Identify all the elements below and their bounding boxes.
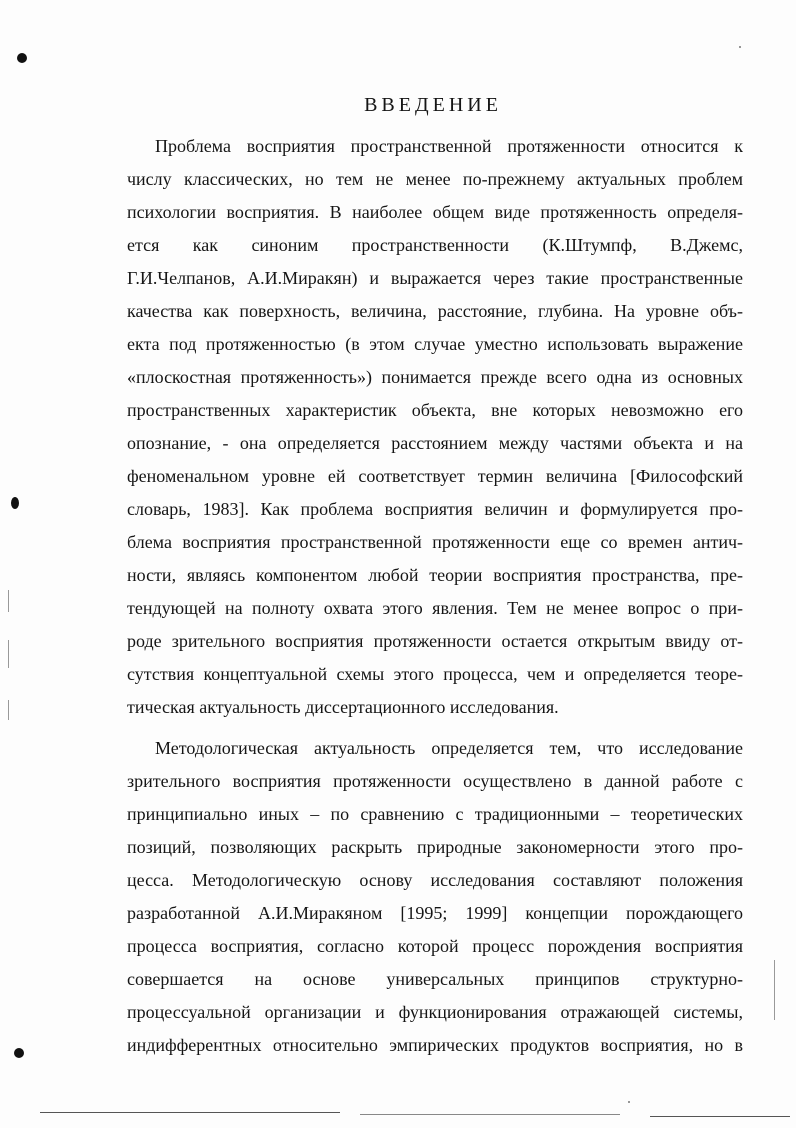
text-line: качества как поверхность, величина, расстояние, глубина. На уровне объ- [127, 301, 743, 321]
page-heading: ВВЕДЕНИЕ [364, 94, 502, 116]
text-line: процессуальной организации и функционирования отражающей системы, [127, 1002, 743, 1022]
binder-hole-middle [11, 497, 19, 509]
text-line: ется как синоним пространственности (К.Штумпф, В.Джемс, [127, 235, 743, 255]
text-line: совершается на основе универсальных принципов структурно- [127, 969, 743, 989]
scan-speck [739, 46, 741, 48]
body-text [127, 130, 743, 1070]
text-line: пространственных характеристик объекта, вне которых невозможно его [127, 400, 743, 420]
text-line: числу классических, но тем не менее по-прежнему актуальных проблем [127, 169, 743, 189]
binder-hole-top [17, 53, 27, 63]
scan-speck [628, 1101, 630, 1103]
text-line: индифферентных относительно эмпирических продуктов восприятия, но в [127, 1035, 743, 1055]
paragraph-2 [127, 732, 743, 1062]
text-line: опознание, - она определяется расстоянием между частями объекта и на [127, 433, 743, 453]
bottom-scan-edge [360, 1114, 620, 1115]
bottom-scan-edge [40, 1112, 340, 1113]
margin-tick [774, 960, 775, 1020]
paragraph-1 [127, 130, 743, 724]
text-line: ности, являясь компонентом любой теории восприятия пространства, пре- [127, 565, 743, 585]
text-line: роде зрительного восприятия протяженности остается открытым ввиду от- [127, 631, 743, 651]
text-line: сутствия концептуальной схемы этого процесса, чем и определяется теоре- [127, 664, 743, 684]
text-line: тендующей на полноту охвата этого явления. Тем не менее вопрос о при- [127, 598, 743, 618]
text-line: «плоскостная протяженность») понимается прежде всего одна из основных [127, 367, 743, 387]
text-line: Методологическая актуальность определяется тем, что исследование [155, 738, 743, 758]
text-line: Г.И.Челпанов, А.И.Миракян) и выражается через такие пространственные [127, 268, 743, 288]
text-line: психологии восприятия. В наиболее общем виде протяженность определя- [127, 202, 743, 222]
margin-tick [8, 590, 9, 612]
binder-hole-bottom [14, 1048, 24, 1058]
text-line: зрительного восприятия протяженности осуществлено в данной работе с [127, 771, 743, 791]
text-line: принципиально иных – по сравнению с традиционными – теоретических [127, 804, 743, 824]
text-line: блема восприятия пространственной протяженности еще со времен антич- [127, 532, 743, 552]
text-line: позиций, позволяющих раскрыть природные закономерности этого про- [127, 837, 743, 857]
margin-tick [8, 640, 9, 668]
text-line: феноменальном уровне ей соответствует термин величина [Философский [127, 466, 743, 486]
text-line: Проблема восприятия пространственной протяженности относится к [155, 136, 743, 156]
margin-tick [8, 700, 9, 720]
text-line: процесса восприятия, согласно которой процесс порождения восприятия [127, 936, 743, 956]
text-line: словарь, 1983]. Как проблема восприятия величин и формулируется про- [127, 499, 743, 519]
text-line: цесса. Методологическую основу исследования составляют положения [127, 870, 743, 890]
text-line: екта под протяженностью (в этом случае уместно использовать выражение [127, 334, 743, 354]
text-line: разработанной А.И.Миракяном [1995; 1999] концепции порождающего [127, 903, 743, 923]
text-line: тическая актуальность диссертационного исследования. [127, 697, 559, 717]
bottom-scan-edge [650, 1116, 790, 1117]
